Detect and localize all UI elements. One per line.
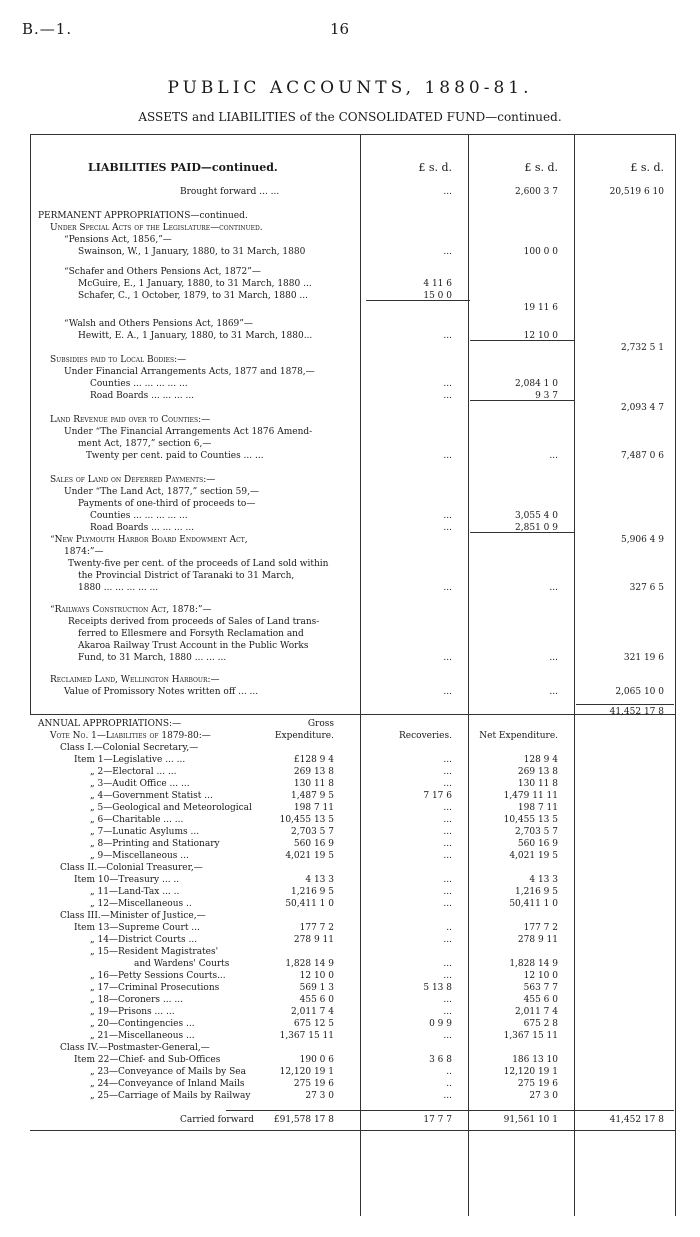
table-row [30,862,676,874]
amount-cell: 4 13 3 [305,875,334,885]
amount-cell: 10,455 13 5 [503,815,558,825]
table-row [30,982,676,994]
amount-cell: 278 9 11 [517,935,558,945]
table-row [30,278,676,290]
row-description: Under Financial Arrangements Acts, 1877 and 1878,— [64,367,315,377]
row-description: Item 10—Treasury ... .. [74,875,180,885]
row-description: Road Boards ... ... ... ... [90,523,195,533]
amount-cell: 455 6 0 [523,995,558,1005]
amount-cell: ... [443,379,452,389]
document-reference: B.—1. [22,20,73,38]
amount-cell: 1,216 9 5 [291,887,334,897]
table-row [30,186,676,198]
row-description: Class IV.—Postmaster-General,— [60,1043,210,1053]
row-description: ANNUAL APPROPRIATIONS:— [38,719,182,729]
amount-cell: 1,216 9 5 [515,887,558,897]
table-row [30,826,676,838]
table-row [30,402,676,414]
row-description: and Wardens' Courts [134,959,230,969]
amount-cell: 675 2 8 [523,1019,558,1029]
total-rule [576,704,674,705]
amount-cell: 1,828 14 9 [509,959,558,969]
amount-cell: 100 0 0 [523,247,558,257]
row-description: „ 25—Carriage of Mails by Railway [90,1091,251,1101]
amount-cell: 560 16 9 [517,839,558,849]
amount-cell: 455 6 0 [299,995,334,1005]
table-row [30,652,676,664]
amount-cell: 675 12 5 [293,1019,334,1029]
row-description: Sales of Land on Deferred Payments:— [50,475,216,485]
table-row [30,898,676,910]
table-row [30,414,676,426]
amount-cell: £128 9 4 [293,755,334,765]
amount-cell: 12,120 19 1 [279,1067,334,1077]
amount-cell: 278 9 11 [293,935,334,945]
table-row [30,838,676,850]
amount-cell: ... [443,1091,452,1101]
amount-cell: 2,011 7 4 [291,1007,334,1017]
amount-cell: 27 3 0 [529,1091,558,1101]
table-row [30,342,676,354]
amount-cell: ... [443,899,452,909]
amount-cell: 7 17 6 [423,791,452,801]
table-row [30,290,676,302]
row-description: Twenty-five per cent. of the proceeds of Land sold within [68,559,329,569]
row-description: “Walsh and Others Pensions Act, 1869”— [64,319,253,329]
row-description: Value of Promissory Notes written off ... ... [64,687,259,697]
amount-cell: ... [443,887,452,897]
row-description: “Schafer and Others Pensions Act, 1872”— [64,267,261,277]
amount-cell: 198 7 11 [293,803,334,813]
row-description: “New Plymouth Harbor Board Endowment Act, [50,535,248,545]
amount-cell: ... [443,779,452,789]
amount-cell: 12 10 0 [523,971,558,981]
amount-cell: ... [549,451,558,461]
row-description: „ 19—Prisons ... ... [90,1007,175,1017]
amount-cell: 130 11 8 [517,779,558,789]
amount-cell: 2,084 1 0 [515,379,558,389]
table-row [30,582,676,594]
row-description: „ 14—District Courts ... [90,935,198,945]
amount-cell: 4 11 6 [423,279,452,289]
table-row [30,330,676,342]
row-description: LIABILITIES PAID—continued. [88,161,278,174]
row-description: Swainson, W., 1 January, 1880, to 31 March, 1880 [78,247,306,257]
amount-cell: £ s. d. [630,161,664,174]
row-description: „ 9—Miscellaneous ... [90,851,189,861]
row-description: Under “The Financial Arrangements Act 1876 Amend- [64,427,313,437]
row-description: 1880 ... ... ... ... ... [78,583,159,593]
table-row [30,510,676,522]
row-description: Counties ... ... ... ... ... [90,379,188,389]
amount-cell: ... [443,815,452,825]
table-row [30,378,676,390]
table-row [30,628,676,640]
amount-cell: 1,828 14 9 [285,959,334,969]
row-description: „ 4—Government Statist ... [90,791,213,801]
table-row [30,390,676,402]
amount-cell: 5,906 4 9 [621,535,664,545]
table-row [30,706,676,718]
row-description: Counties ... ... ... ... ... [90,511,188,521]
row-description: “Railways Construction Act, 1878:”— [50,605,212,615]
row-description: Vote No. 1—Liabilities of 1879-80:— [50,731,211,741]
table-row [30,1018,676,1030]
table-row [30,946,676,958]
amount-cell: ... [443,187,452,197]
amount-cell: 1,487 9 5 [291,791,334,801]
row-description: ferred to Ellesmere and Forsyth Reclamation and [78,629,304,639]
amount-cell: 275 19 6 [293,1079,334,1089]
amount-cell: ... [443,583,452,593]
amount-cell: ... [443,1031,452,1041]
row-description: Twenty per cent. paid to Counties ... ... [86,451,264,461]
row-description: Item 13—Supreme Court ... [74,923,200,933]
table-row [30,558,676,570]
table-row [30,766,676,778]
row-description: „ 12—Miscellaneous .. [90,899,192,909]
row-description: „ 2—Electoral ... ... [90,767,177,777]
amount-cell: ... [549,653,558,663]
amount-cell: 4,021 19 5 [509,851,558,861]
table-row [30,302,676,314]
amount-cell: 15 0 0 [423,291,452,301]
amount-cell: 321 19 6 [623,653,664,663]
table-row [30,522,676,534]
amount-cell: 19 11 6 [523,303,558,313]
amount-cell: Net Expenditure. [479,731,558,741]
page-number: 16 [330,20,350,38]
page-title: PUBLIC ACCOUNTS, 1880-81. [167,78,533,98]
amount-cell: 91,561 10 1 [503,1115,558,1125]
amount-cell: 0 9 9 [429,1019,452,1029]
amount-cell: ... [443,935,452,945]
amount-cell: 5 13 8 [423,983,452,993]
page-subtitle: ASSETS and LIABILITIES of the CONSOLIDATED FUND—continued. [138,110,562,124]
amount-cell: 50,411 1 0 [285,899,334,909]
table-row [30,534,676,546]
amount-cell: ... [443,851,452,861]
amount-cell: 50,411 1 0 [509,899,558,909]
amount-cell: 128 9 4 [523,755,558,765]
amount-cell: 275 19 6 [517,1079,558,1089]
amount-cell: 130 11 8 [293,779,334,789]
row-description: „ 17—Criminal Prosecutions [90,983,220,993]
amount-cell: ... [443,959,452,969]
table-row [30,686,676,698]
row-description: „ 23—Conveyance of Mails by Sea [90,1067,246,1077]
row-description: „ 5—Geological and Meteorological [90,803,252,813]
amount-cell: ... [443,875,452,885]
table-row [30,474,676,486]
amount-cell: 269 13 8 [517,767,558,777]
amount-cell: £ s. d. [524,161,558,174]
row-description: „ 18—Coroners ... ... [90,995,183,1005]
row-description: Reclaimed Land, Wellington Harbour:— [50,675,220,685]
amount-cell: ... [443,803,452,813]
table-row [30,616,676,628]
table-row [30,450,676,462]
row-description: Carried forward [180,1115,254,1125]
table-row [30,366,676,378]
row-description: Item 1—Legislative ... ... [74,755,186,765]
row-description: Subsidies paid to Local Bodies:— [50,355,187,365]
amount-cell: 12,120 19 1 [503,1067,558,1077]
amount-cell: ... [443,653,452,663]
row-description: Class I.—Colonial Secretary,— [60,743,199,753]
row-description: „ 3—Audit Office ... ... [90,779,190,789]
amount-cell: 2,093 4 7 [621,403,664,413]
row-description: „ 15—Resident Magistrates' [90,947,219,957]
table-row [30,874,676,886]
table-bottom-rule [30,1130,676,1131]
row-description: Under “The Land Act, 1877,” section 59,— [64,487,259,497]
total-rule [226,1110,674,1111]
row-description: Road Boards ... ... ... ... [90,391,195,401]
amount-cell: 269 13 8 [293,767,334,777]
amount-cell: 12 10 0 [299,971,334,981]
amount-cell: 2,732 5 1 [621,343,664,353]
row-description: Brought forward ... ... [180,187,280,197]
table-row [30,802,676,814]
table-row [30,318,676,330]
amount-cell: 41,452 17 8 [609,707,664,717]
table-row [30,922,676,934]
amount-cell: 2,851 0 9 [515,523,558,533]
row-description: Land Revenue paid over to Counties:— [50,415,211,425]
amount-cell: 2,600 3 7 [515,187,558,197]
amount-cell: ... [443,687,452,697]
amount-cell: ... [443,523,452,533]
row-description: „ 21—Miscellaneous ... [90,1031,195,1041]
row-description: Item 22—Chief- and Sub-Offices [74,1055,221,1065]
amount-cell: 4 13 3 [529,875,558,885]
amount-cell: ... [443,995,452,1005]
table-row [30,934,676,946]
row-description: PERMANENT APPROPRIATIONS—continued. [38,211,248,221]
table-row [30,754,676,766]
amount-cell: 7,487 0 6 [621,451,664,461]
amount-cell: .. [446,1067,452,1077]
amount-cell: ... [443,511,452,521]
ledger-table [30,134,676,1216]
amount-cell: 20,519 6 10 [609,187,664,197]
row-description: „ 7—Lunatic Asylums ... [90,827,200,837]
amount-cell: 1,479 11 11 [503,791,558,801]
amount-cell: ... [443,827,452,837]
row-description: Schafer, C., 1 October, 1879, to 31 March, 1880 ... [78,291,308,301]
table-row [30,570,676,582]
row-description: Akaroa Railway Trust Account in the Public Works [78,641,309,651]
row-description: „ 6—Charitable ... ... [90,815,184,825]
amount-cell: 186 13 10 [512,1055,558,1065]
row-description: “Pensions Act, 1856,”— [64,235,172,245]
amount-cell: 190 0 6 [299,1055,334,1065]
amount-cell: 4,021 19 5 [285,851,334,861]
amount-cell: 12 10 0 [523,331,558,341]
amount-cell: ... [443,1007,452,1017]
table-top-rule [30,134,676,135]
amount-cell: ... [443,971,452,981]
table-row [30,674,676,686]
amount-cell: 1,367 15 11 [279,1031,334,1041]
table-row [30,486,676,498]
row-description: „ 8—Printing and Stationary [90,839,220,849]
table-row [30,1006,676,1018]
amount-cell: ... [549,583,558,593]
row-description: Hewitt, E. A., 1 January, 1880, to 31 March, 1880... [78,331,313,341]
table-row [30,850,676,862]
amount-cell: 327 6 5 [629,583,664,593]
table-row [30,438,676,450]
table-row [30,1078,676,1090]
row-description: 1874:”— [64,547,104,557]
table-row [30,1042,676,1054]
amount-cell: 41,452 17 8 [609,1115,664,1125]
table-row [30,162,676,174]
row-description: McGuire, E., 1 January, 1880, to 31 March, 1880 ... [78,279,312,289]
amount-cell: ... [443,247,452,257]
amount-cell: ... [443,755,452,765]
amount-cell: ... [549,687,558,697]
table-row [30,814,676,826]
row-description: Payments of one-third of proceeds to— [78,499,256,509]
amount-cell: 10,455 13 5 [279,815,334,825]
table-row [30,778,676,790]
amount-cell: 563 7 7 [523,983,558,993]
table-row [30,234,676,246]
amount-cell: 3 6 8 [429,1055,452,1065]
table-row [30,426,676,438]
row-description: Receipts derived from proceeds of Sales of Land trans- [68,617,320,627]
amount-cell: 177 7 2 [299,923,334,933]
table-row [30,1066,676,1078]
amount-cell: Recoveries. [399,731,452,741]
row-description: „ 20—Contingencies ... [90,1019,195,1029]
row-description: Fund, to 31 March, 1880 ... ... ... [78,653,227,663]
amount-cell: ... [443,767,452,777]
table-row [30,886,676,898]
amount-cell: 569 1 3 [299,983,334,993]
table-row [30,910,676,922]
table-row [30,354,676,366]
amount-cell: 2,703 5 7 [291,827,334,837]
amount-cell: 560 16 9 [293,839,334,849]
table-row [30,1090,676,1102]
table-row [30,1030,676,1042]
amount-cell: ... [443,839,452,849]
amount-cell: 2,011 7 4 [515,1007,558,1017]
table-row [30,222,676,234]
table-row [30,1054,676,1066]
amount-cell: 2,065 10 0 [615,687,664,697]
amount-cell: £ s. d. [418,161,452,174]
row-description: „ 24—Conveyance of Inland Mails [90,1079,245,1089]
amount-cell: 9 3 7 [535,391,558,401]
row-description: Under Special Acts of the Legislature—continued. [50,223,263,233]
table-row [30,498,676,510]
table-row [30,266,676,278]
row-description: „ 11—Land-Tax ... .. [90,887,180,897]
amount-cell: Expenditure. [274,731,334,741]
amount-cell: ... [443,451,452,461]
amount-cell: ... [443,331,452,341]
table-row [30,730,676,742]
amount-cell: 27 3 0 [305,1091,334,1101]
table-row [30,210,676,222]
amount-cell: 198 7 11 [517,803,558,813]
amount-cell: .. [446,1079,452,1089]
table-row [30,958,676,970]
table-row [30,718,676,730]
table-row [30,604,676,616]
table-row [30,1114,676,1126]
amount-cell: ... [443,391,452,401]
amount-cell: 177 7 2 [523,923,558,933]
amount-cell: 3,055 4 0 [515,511,558,521]
table-row [30,742,676,754]
amount-cell: .. [446,923,452,933]
table-row [30,640,676,652]
table-row [30,994,676,1006]
row-description: the Provincial District of Taranaki to 31 March, [78,571,295,581]
table-row [30,246,676,258]
amount-cell: Gross [307,719,334,729]
amount-cell: £91,578 17 8 [273,1115,334,1125]
amount-cell: 1,367 15 11 [503,1031,558,1041]
row-description: „ 16—Petty Sessions Courts... [90,971,226,981]
amount-cell: 2,703 5 7 [515,827,558,837]
row-description: ment Act, 1877,” section 6,— [78,439,212,449]
row-description: Class III.—Minister of Justice,— [60,911,206,921]
table-row [30,546,676,558]
row-description: Class II.—Colonial Treasurer,— [60,863,203,873]
table-row [30,970,676,982]
amount-cell: 17 7 7 [423,1115,452,1125]
table-row [30,790,676,802]
